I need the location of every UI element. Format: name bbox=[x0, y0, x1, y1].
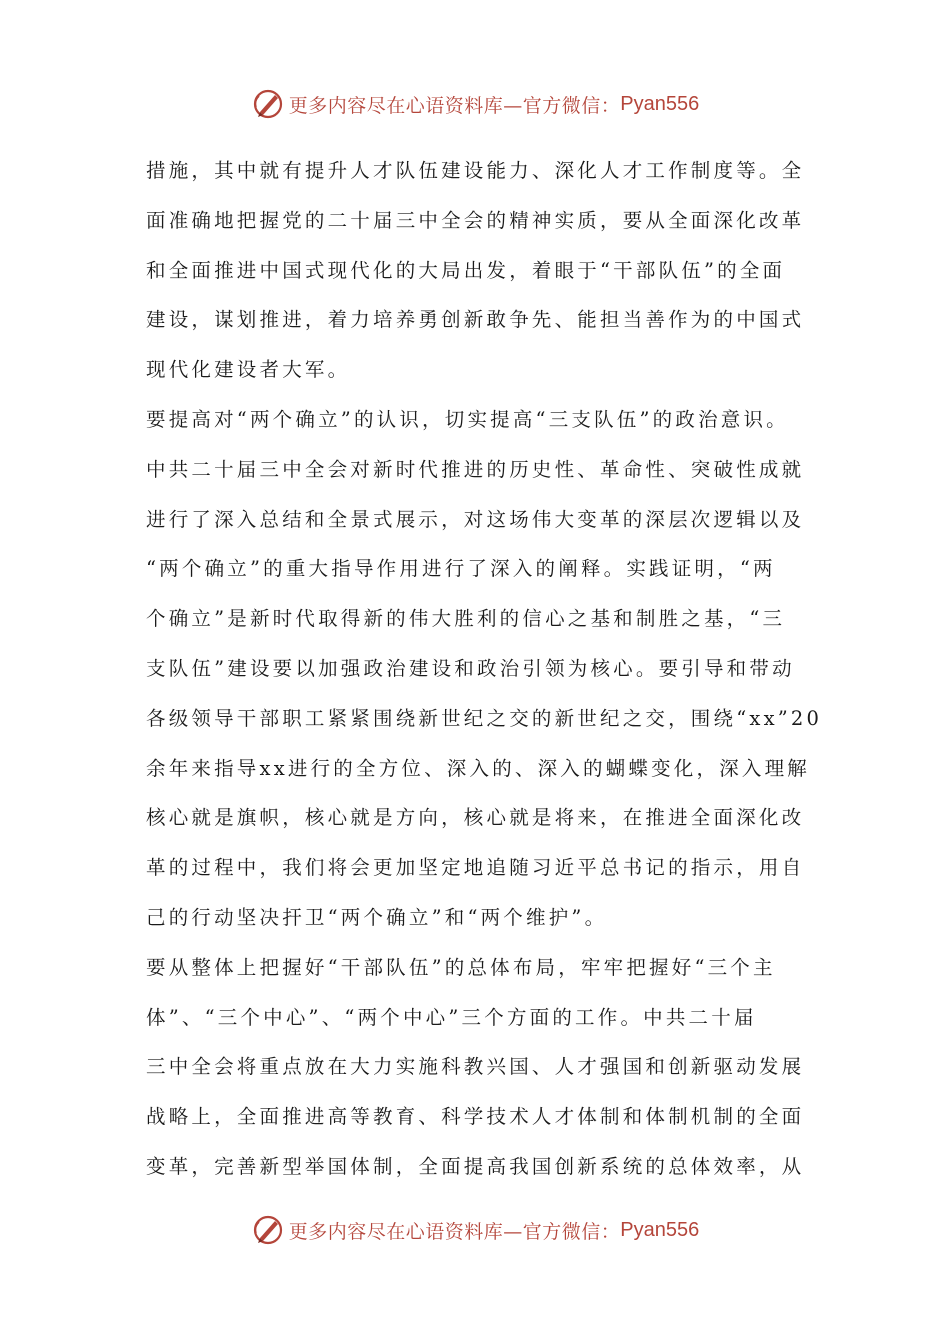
text-line: 支队伍”建设要以加强政治建设和政治引领为核心。要引导和带动 bbox=[146, 656, 795, 680]
text-line: 战略上，全面推进高等教育、科学技术人才体制和体制机制的全面 bbox=[146, 1105, 805, 1129]
header-banner bbox=[0, 84, 950, 124]
text-line: 己的行动坚决扞卫“两个确立”和“两个维护”。 bbox=[146, 905, 608, 929]
text-line: 面准确地把握党的二十届三中全会的精神实质，要从全面深化改革 bbox=[146, 208, 805, 232]
text-line: “两个确立”的重大指导作用进行了深入的阐释。实践证明，“两 bbox=[146, 557, 776, 581]
text-line: 体”、“三个中心”、“两个中心”三个方面的工作。中共二十届 bbox=[146, 1005, 757, 1029]
text-line: 中共二十届三中全会对新时代推进的历史性、革命性、突破性成就 bbox=[146, 457, 805, 481]
text-line: 变革，完善新型举国体制，全面提高我国创新系统的总体效率，从 bbox=[146, 1154, 805, 1178]
text-line: 要从整体上把握好“干部队伍”的总体布局，牢牢把握好“三个主 bbox=[146, 955, 776, 979]
text-line: 余年来指导xx进行的全方位、深入的、深入的蝴蝶变化，深入理解 bbox=[146, 756, 810, 780]
text-line: 各级领导干部职工紧紧围绕新世纪之交的新世纪之交，围绕“xx”20 bbox=[146, 706, 823, 730]
text-line: 要提高对“两个确立”的认识，切实提高“三支队伍”的政治意识。 bbox=[146, 407, 789, 431]
text-line: 现代化建设者大军。 bbox=[146, 358, 351, 382]
banner-wechat-id: Pyan556 bbox=[620, 1218, 700, 1241]
text-line: 措施，其中就有提升人才队伍建设能力、深化人才工作制度等。全 bbox=[146, 159, 805, 182]
banner-wechat-id: Pyan556 bbox=[620, 92, 700, 115]
footer-banner bbox=[0, 1210, 950, 1250]
text-line: 革的过程中，我们将会更加坚定地追随习近平总书记的指示，用自 bbox=[146, 856, 805, 880]
pen-logo-icon bbox=[251, 1213, 285, 1247]
banner-text: 更多内容尽在心语资料库—官方微信： bbox=[288, 1220, 621, 1243]
text-line: 进行了深入总结和全景式展示，对这场伟大变革的深层次逻辑以及 bbox=[146, 507, 805, 531]
text-line: 个确立”是新时代取得新的伟大胜利的信心之基和制胜之基，“三 bbox=[146, 607, 786, 631]
text-line: 和全面推进中国式现代化的大局出发，着眼于“干部队伍”的全面 bbox=[146, 258, 786, 282]
text-line: 建设，谋划推进，着力培养勇创新敢争先、能担当善作为的中国式 bbox=[146, 308, 805, 332]
text-line: 三中全会将重点放在大力实施科教兴国、人才强国和创新驱动发展 bbox=[146, 1055, 805, 1079]
pen-logo-icon bbox=[251, 87, 285, 121]
document-body bbox=[146, 146, 823, 1192]
text-line: 核心就是旗帜，核心就是方向，核心就是将来，在推进全面深化改 bbox=[146, 806, 805, 830]
banner-text: 更多内容尽在心语资料库—官方微信： bbox=[288, 94, 621, 117]
